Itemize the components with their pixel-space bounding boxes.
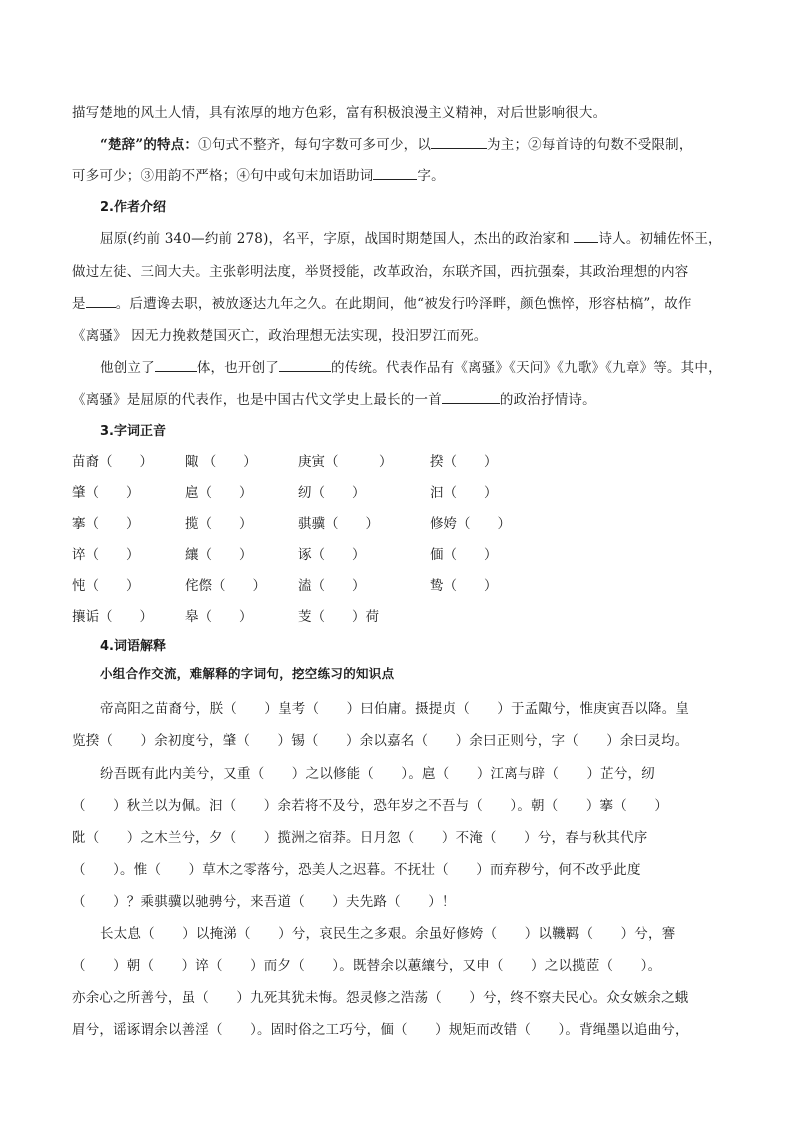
features-text-a: ①句式不整齐，每句字数可多可少，以 [198, 137, 432, 153]
pronunciation-item[interactable]: 扈（ ） [185, 485, 253, 501]
fill-blank[interactable] [86, 295, 116, 308]
author-text: 《离骚》是屈原的代表作，也是中国古代文学史上最长的一首 [72, 392, 442, 408]
pronunciation-item[interactable]: 汩（ ） [430, 485, 498, 501]
passage-line: 阰（ ）之木兰兮，夕（ ）揽洲之宿莽。日月忽（ ）不淹（ ）兮，春与秋其代序 [72, 830, 648, 846]
features-text-c: 可多可少；③用韵不严格；④句中或句末加语助词 [72, 168, 374, 184]
fill-blank[interactable] [279, 359, 331, 372]
pronunciation-item[interactable]: 侘傺（ ） [185, 578, 266, 594]
pronunciation-item[interactable]: 忳（ ） [72, 578, 140, 594]
pronunciation-item[interactable]: 溘（ ） [298, 578, 366, 594]
section-heading-pronunciation: 3.字词正音 [100, 424, 166, 439]
pronunciation-item[interactable]: 纕（ ） [185, 547, 253, 563]
pronunciation-item[interactable]: 皋（ ） [185, 609, 253, 625]
pronunciation-item[interactable]: 肇（ ） [72, 485, 140, 501]
fill-blank[interactable] [373, 167, 417, 180]
pronunciation-item[interactable]: 谇（ ） [72, 547, 140, 563]
pronunciation-item[interactable]: 修姱（ ） [430, 516, 511, 532]
author-text: 做过左徒、三闾大夫。主张彰明法度，举贤授能，改革政治，东联齐国，西抗强秦，其政治理想的内容 [72, 264, 689, 280]
pronunciation-item[interactable]: 鸷（ ） [430, 578, 498, 594]
section-subtitle: 小组合作交流，难解释的字词句，挖空练习的知识点 [100, 666, 395, 681]
pronunciation-item[interactable]: 揆（ ） [430, 454, 498, 470]
passage-line: 纷吾既有此内美兮，又重（ ）之以修能（ ）。扈（ ）江离与辟（ ）芷兮，纫 [100, 766, 655, 782]
pronunciation-item[interactable]: 攘诟（ ） [72, 609, 153, 625]
passage-line: 长太息（ ）以掩涕（ ）兮，哀民生之多艰。余虽好修姱（ ）以鞿羁（ ）兮，謇 [100, 926, 676, 942]
features-label: “楚辞”的特点： [100, 137, 199, 153]
author-text: 《离骚》 因无力挽救楚国灭亡，政治理想无法实现，投汨罗江而死。 [72, 328, 488, 344]
author-text: 的政治抒情诗。 [499, 392, 596, 408]
fill-blank[interactable] [442, 391, 500, 404]
features-text-b: 为主；②每首诗的句数不受限制， [487, 137, 693, 153]
pronunciation-item[interactable]: 搴（ ） [72, 516, 140, 532]
passage-line: （ ）朝（ ）谇（ ）而夕（ ）。既替余以蕙纕兮，又申（ ）之以揽茝（ ）。 [72, 958, 662, 974]
pronunciation-item[interactable]: 偭（ ） [430, 547, 498, 563]
author-line-2 [72, 260, 732, 280]
author-line-3 [72, 292, 732, 312]
author-text: 屈原(约前 340—约前 278)，名平，字原，战国时期楚国人，杰出的政治家和 [100, 231, 575, 247]
pronunciation-item[interactable]: 陬 （ ） [185, 454, 257, 470]
passage-line: 眉兮，谣诼谓余以善淫（ ）。固时俗之工巧兮，偭（ ）规矩而改错（ ）。背绳墨以追曲兮， [72, 1022, 689, 1038]
pronunciation-item[interactable]: 骐骥（ ） [298, 516, 379, 532]
fill-blank[interactable] [574, 230, 598, 243]
intro-line-1 [72, 101, 732, 121]
author-line-6 [72, 388, 732, 408]
passage-line: 览揆（ ）余初度兮，肇（ ）锡（ ）余以嘉名（ ）余曰正则兮，字（ ）余曰灵均。 [72, 733, 689, 749]
fill-blank[interactable] [431, 136, 487, 149]
pronunciation-item[interactable]: 揽（ ） [185, 516, 253, 532]
features-line-2 [72, 164, 732, 184]
features-text-d: 字。 [417, 168, 445, 184]
pronunciation-item[interactable]: 庚寅（ ） [298, 454, 393, 470]
passage-line: （ ）。惟（ ）草木之零落兮，恐美人之迟暮。不抚壮（ ）而弃秽兮，何不改乎此度 [72, 862, 641, 878]
fill-blank[interactable] [155, 359, 197, 372]
author-text: 是 [72, 296, 86, 312]
author-text: 体，也开创了 [196, 360, 280, 376]
author-text: 的传统。代表作品有《离骚》《天问》《九歌》《九章》等。其中， [331, 360, 722, 376]
passage-line: 帝高阳之苗裔兮，朕（ ）皇考（ ）曰伯庸。摄提贞（ ）于孟陬兮，惟庚寅吾以降。皇 [100, 701, 690, 717]
features-line [100, 133, 732, 153]
pronunciation-item[interactable]: 诼（ ） [298, 547, 366, 563]
section-heading-author: 2.作者介绍 [100, 200, 166, 215]
passage-line: （ ）？乘骐骥以驰骋兮，来吾道（ ）夫先路（ ）！ [72, 894, 456, 910]
author-line-4 [72, 324, 732, 344]
author-text: 。后遭谗去职，被放逐达九年之久。在此期间，他“被发行吟泽畔，颜色憔悴，形容枯槁”，故作 [115, 296, 692, 312]
author-line-1 [100, 227, 732, 247]
intro-text: 描写楚地的风土人情，具有浓厚的地方色彩，富有积极浪漫主义精神，对后世影响很大。 [72, 105, 607, 121]
passage-line: （ ）秋兰以为佩。汩（ ）余若将不及兮，恐年岁之不吾与（ ）。朝（ ）搴（ ） [72, 798, 669, 814]
author-text: 诗人。初辅佐怀王， [598, 231, 722, 247]
pronunciation-item[interactable]: 纫（ ） [298, 485, 366, 501]
author-text: 他创立了 [100, 360, 155, 376]
section-heading-vocabulary: 4.词语解释 [100, 639, 166, 654]
pronunciation-item[interactable]: 芰（ ）荷 [298, 609, 379, 625]
pronunciation-item[interactable]: 苗裔（ ） [72, 454, 153, 470]
author-line-5 [100, 356, 732, 376]
passage-line: 亦余心之所善兮，虽（ ）九死其犹未悔。怨灵修之浩荡（ ）兮，终不察夫民心。众女嫉余之蛾 [72, 990, 689, 1006]
